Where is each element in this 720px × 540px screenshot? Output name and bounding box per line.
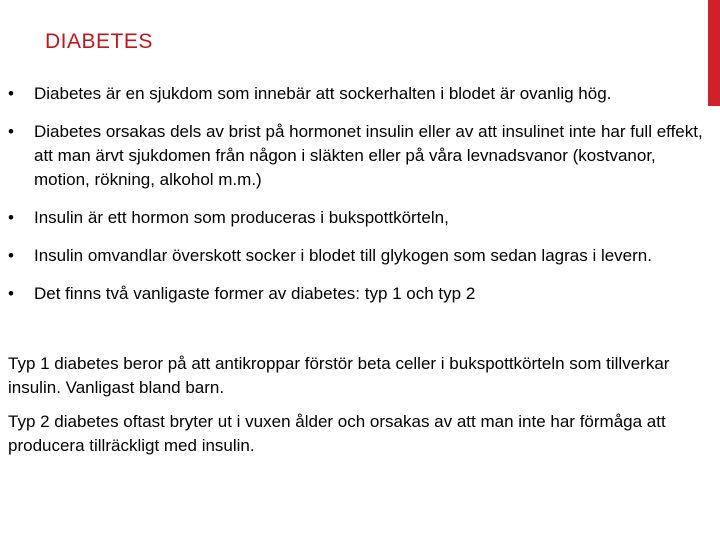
bullet-item xyxy=(0,282,712,306)
body-paragraphs xyxy=(8,352,708,468)
bullet-text: Diabetes är en sjukdom som innebär att sockerhalten i blodet är ovanlig hög. xyxy=(34,84,612,103)
paragraph-type-1: Typ 1 diabetes beror på att antikroppar förstör beta celler i bukspottkörteln som tillverkar insulin. Vanligast bland barn. xyxy=(8,354,670,397)
bullet-text: Insulin omvandlar överskott socker i blodet till glykogen som sedan lagras i levern. xyxy=(34,246,652,265)
bullet-item xyxy=(0,120,712,192)
bullet-dot-icon: • xyxy=(8,246,14,265)
bullet-list xyxy=(0,82,712,320)
bullet-dot-icon: • xyxy=(8,122,14,141)
slide-title: DIABETES xyxy=(45,30,153,53)
bullet-item xyxy=(0,82,712,106)
paragraph-type-2: Typ 2 diabetes oftast bryter ut i vuxen ålder och orsakas av att man inte har förmåga att producera tillräckligt med insulin. xyxy=(8,412,666,455)
bullet-item xyxy=(0,206,712,230)
bullet-dot-icon: • xyxy=(8,208,14,227)
bullet-text: Insulin är ett hormon som produceras i bukspottkörteln, xyxy=(34,208,449,227)
bullet-text: Diabetes orsakas dels av brist på hormonet insulin eller av att insulinet inte har full effekt, att man ärvt sjukdomen från någon i släkten eller på våra levnadsvanor (kostvanor, motion, rökning, alkohol m.m.) xyxy=(34,122,703,189)
bullet-text: Det finns två vanligaste former av diabetes: typ 1 och typ 2 xyxy=(34,284,476,303)
bullet-dot-icon: • xyxy=(8,284,14,303)
bullet-item xyxy=(0,244,712,268)
bullet-dot-icon: • xyxy=(8,84,14,103)
